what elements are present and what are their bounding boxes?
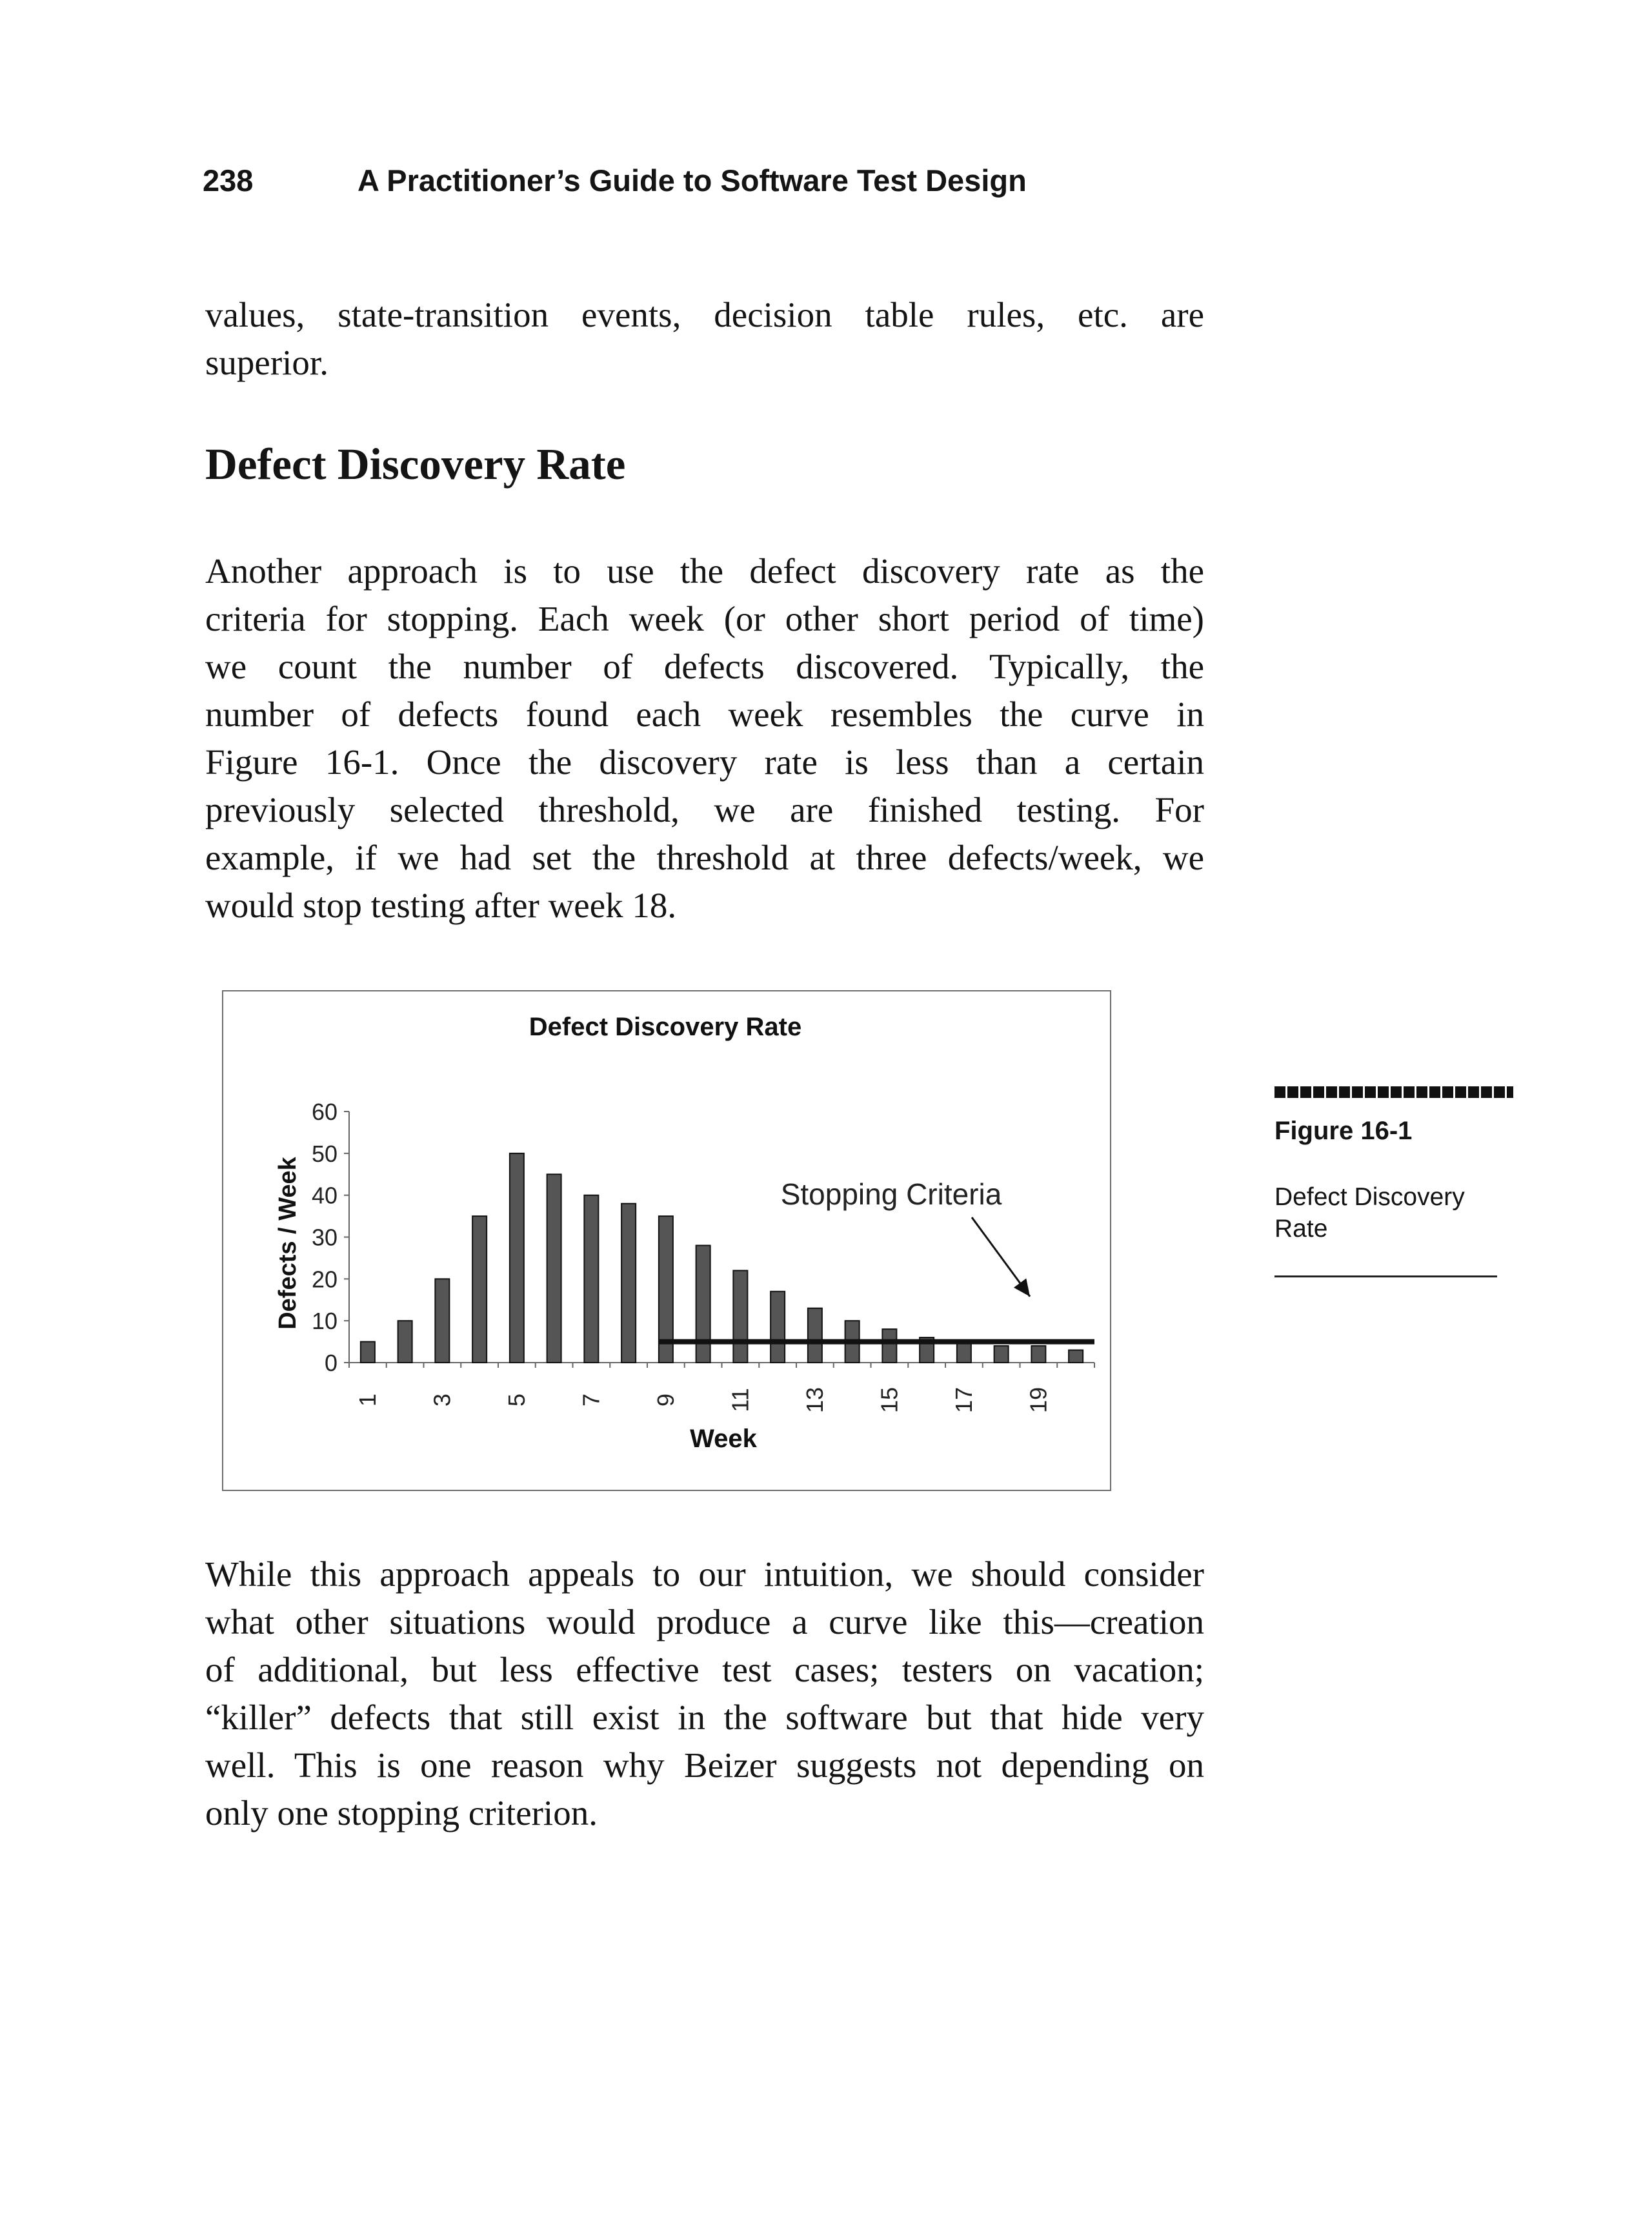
x-tick-label: 17 [950, 1386, 977, 1414]
bar [621, 1204, 636, 1363]
bar [882, 1329, 896, 1363]
chart-y-axis-label: Defects / Week [274, 1157, 301, 1330]
figure-marker-rule [1274, 1086, 1513, 1098]
bar [510, 1153, 524, 1363]
x-tick-label: 13 [801, 1386, 828, 1414]
bar [472, 1216, 487, 1363]
x-tick-label: 5 [503, 1393, 530, 1407]
running-head [203, 163, 1027, 198]
paragraph-1-line: previously selected threshold, we are finished testing. For [205, 790, 1204, 829]
figure-label: Figure 16-1 [1274, 1117, 1413, 1145]
bar [398, 1321, 412, 1363]
bar [435, 1279, 449, 1363]
bar [771, 1292, 785, 1363]
bar [1031, 1346, 1045, 1363]
paragraph-2 [205, 1550, 1204, 1837]
defect-discovery-chart [223, 991, 1110, 1490]
figure-caption-underline [1274, 1275, 1497, 1277]
y-tick-label: 60 [311, 1099, 337, 1125]
x-tick-label: 9 [652, 1393, 679, 1407]
x-tick-label: 7 [578, 1393, 605, 1407]
paragraph-1-line: we count the number of defects discovered. Typically, the [205, 647, 1204, 686]
chart-title: Defect Discovery Rate [529, 1013, 802, 1041]
paragraph-1-line: Figure 16-1. Once the discovery rate is less than a certain [205, 742, 1204, 782]
paragraph-1-line: number of defects found each week resembles the curve in [205, 695, 1204, 734]
paragraph-1-line: example, if we had set the threshold at three defects/week, we [205, 838, 1204, 877]
paragraph-2-line: only one stopping criterion. [205, 1793, 598, 1833]
stopping-criteria-annotation: Stopping Criteria [780, 1177, 1002, 1211]
bar [957, 1342, 971, 1363]
intro-line-2: superior. [205, 343, 328, 382]
figure-chart-frame [222, 990, 1111, 1491]
x-tick-label: 19 [1025, 1386, 1052, 1414]
bar [808, 1308, 822, 1363]
paragraph-1-line: would stop testing after week 18. [205, 886, 677, 925]
paragraph-2-line: of additional, but less effective test cases; testers on vacation; [205, 1650, 1204, 1689]
y-tick-label: 10 [311, 1308, 337, 1335]
bar [584, 1195, 598, 1363]
x-tick-label: 11 [727, 1388, 754, 1412]
section-heading: Defect Discovery Rate [205, 440, 626, 489]
y-tick-label: 20 [311, 1266, 337, 1293]
paragraph-2-line: well. This is one reason why Beizer suggests not depending on [205, 1745, 1204, 1785]
bar [696, 1245, 710, 1363]
y-tick-label: 30 [311, 1224, 337, 1251]
paragraph-2-line: what other situations would produce a curve like this—creation [205, 1602, 1204, 1641]
x-tick-label: 1 [354, 1393, 381, 1407]
page-number: 238 [203, 163, 254, 198]
intro-line-1: values, state-transition events, decision table rules, etc. are [205, 295, 1204, 334]
paragraph-2-line: While this approach appeals to our intuition, we should consider [205, 1554, 1204, 1594]
y-tick-label: 50 [311, 1140, 337, 1167]
bar [547, 1174, 561, 1363]
x-tick-label: 15 [876, 1386, 903, 1414]
figure-caption-line: Defect Discovery [1274, 1183, 1465, 1211]
figure-caption [1274, 1181, 1507, 1244]
y-tick-label: 0 [324, 1350, 337, 1376]
bar [994, 1346, 1009, 1363]
y-tick-label: 40 [311, 1182, 337, 1209]
paragraph-1-line: Another approach is to use the defect discovery rate as the [205, 551, 1204, 591]
x-tick-label: 3 [428, 1393, 456, 1407]
paragraph-2-line: “killer” defects that still exist in the software but that hide very [205, 1698, 1204, 1737]
paragraph-1 [205, 547, 1204, 929]
annotation-arrow-head [1014, 1279, 1030, 1297]
figure-caption-line: Rate [1274, 1215, 1328, 1243]
chart-x-axis-label: Week [690, 1425, 757, 1453]
bar [361, 1342, 375, 1363]
bar [1069, 1350, 1083, 1363]
book-title: A Practitioner’s Guide to Software Test Design [358, 163, 1027, 198]
intro-paragraph [205, 291, 1204, 387]
bar [733, 1270, 747, 1363]
paragraph-1-line: criteria for stopping. Each week (or other short period of time) [205, 599, 1204, 638]
